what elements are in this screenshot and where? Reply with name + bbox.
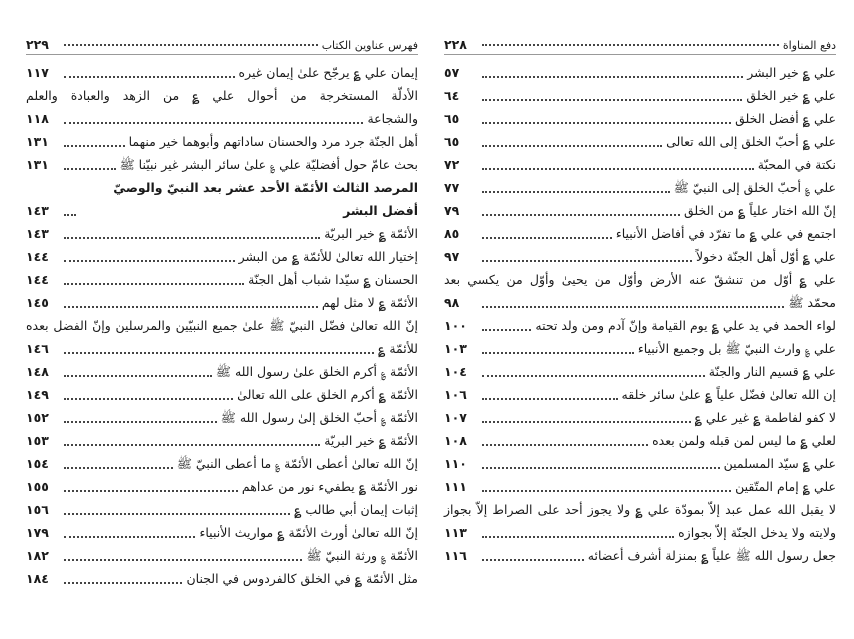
- dot-leader: [482, 214, 680, 216]
- entry-title-continued: للأئمّة ؏: [378, 341, 418, 356]
- entry-title: اجتمع في علي ؏ ما تفرّد في أفاضل الأنبياء: [615, 226, 836, 241]
- dot-leader: [64, 306, 318, 308]
- toc-entry: [26, 567, 418, 590]
- entry-title: الأئمّة ؏ أكرم الخلق على الله تعالىٰ: [237, 387, 418, 402]
- dot-leader: [482, 99, 742, 101]
- entry-title: إنّ الله تعالىٰ أورث الأئمّة ؏ مواريث الأنبياء: [199, 525, 418, 540]
- toc-entry: [444, 130, 836, 153]
- toc-entry: [26, 498, 418, 521]
- toc-entry: [444, 406, 836, 429]
- dot-leader: [64, 168, 116, 170]
- toc-entry: [26, 337, 418, 360]
- entry-page-number: ١١١: [444, 479, 467, 494]
- entry-page-number: ١٣١: [26, 157, 49, 172]
- entry-page-number: ١٠٧: [444, 410, 467, 425]
- entry-title: علي ؏ أحبّ الخلق إلى الله تعالى: [666, 134, 836, 149]
- entry-title: الأئمّة ؏ خير البريّة: [324, 226, 418, 241]
- dot-leader: [64, 352, 374, 354]
- entry-page-number: ١٤٦: [26, 341, 49, 356]
- entry-title: المرصد الثالث الأئمّة الأحد عشر بعد النبيّ والوصيّ أفضل البشر: [113, 180, 418, 218]
- entry-page-number: ١١٣: [444, 525, 467, 540]
- dot-leader: [64, 559, 302, 561]
- entry-title: الحسنان ؏ سيّدا شباب أهل الجنّة: [248, 272, 418, 287]
- entry-page-number: ١١٦: [444, 548, 467, 563]
- entry-title: الأئمّة ؏ لا مثل لهم: [321, 295, 418, 310]
- dot-leader: [482, 329, 531, 331]
- header-title: فهرس عناوين الكتاب: [321, 39, 418, 52]
- entry-title: علي ؏ إمام المتّقين: [735, 479, 836, 494]
- entry-page-number: ١٤٤: [26, 249, 49, 264]
- dot-leader: [482, 122, 731, 124]
- toc-entry: [444, 521, 836, 544]
- toc-entry: [26, 107, 418, 130]
- dot-leader: [482, 490, 731, 492]
- entry-title: لعلي ؏ ما ليس لمن قبله ولمن بعده: [652, 433, 836, 448]
- toc-entry: [444, 176, 836, 199]
- entry-title: إثبات إيمان أبي طالب ؏: [294, 502, 418, 517]
- toc-entry: [26, 245, 418, 268]
- entry-page-number: ٨٥: [444, 226, 460, 241]
- dot-leader: [482, 444, 648, 446]
- toc-entry: [444, 107, 836, 130]
- dot-leader: [64, 260, 235, 262]
- dot-leader: [482, 398, 618, 400]
- toc-entry: [444, 475, 836, 498]
- entry-page-number: ١٥٣: [26, 433, 49, 448]
- toc-list: [444, 61, 836, 567]
- entry-title-continued: ولايته ولا يدخل الجنّة إلاّ بجوازه: [678, 525, 836, 540]
- dot-leader: [64, 76, 235, 78]
- dot-leader: [482, 306, 784, 308]
- toc-entry: [26, 452, 418, 475]
- dot-leader: [482, 145, 662, 147]
- toc-entry: [26, 61, 418, 84]
- entry-title: الأدلّة المستخرجة من أحوال علي ؏ من الزهد والعبادة والعلم: [26, 88, 418, 103]
- entry-title: الأئمّة ؏ خير البريّة: [324, 433, 418, 448]
- entry-page-number: ١٤٥: [26, 295, 49, 310]
- toc-entry: [26, 222, 418, 245]
- entry-page-number: ٩٨: [444, 295, 460, 310]
- entry-title: إيمان علي ؏ يرجّح علىٰ إيمان غيره: [238, 65, 418, 80]
- entry-title: علي ؏ أوّل أهل الجنّة دخولاً: [695, 249, 836, 264]
- entry-page-number: ٦٥: [444, 111, 460, 126]
- right-page: [444, 34, 836, 567]
- toc-entry: [444, 429, 836, 452]
- left-page: [26, 34, 418, 590]
- entry-title: إنّ الله تعالىٰ فضّل النبيّ ﷺ علىٰ جميع النبيّين والمرسلين وإنّ الفضل بعده: [26, 318, 418, 333]
- entry-page-number: ١٤٣: [26, 203, 49, 218]
- header-page-number: ٢٢٩: [26, 37, 49, 52]
- entry-title: علي ؏ أفضل الخلق: [735, 111, 836, 126]
- toc-entry: [26, 521, 418, 544]
- dot-leader: [64, 237, 320, 239]
- dot-leader: [482, 375, 705, 377]
- entry-title: جعل رسول الله ﷺ علياً ؏ بمنزلة أشرف أعضائه: [587, 548, 836, 563]
- entry-page-number: ٦٥: [444, 134, 460, 149]
- dot-leader: [482, 467, 720, 469]
- toc-entry-line: [26, 314, 418, 337]
- entry-page-number: ١٥٥: [26, 479, 49, 494]
- toc-entry: [444, 61, 836, 84]
- entry-page-number: ١٤٨: [26, 364, 49, 379]
- toc-entry: [444, 337, 836, 360]
- entry-title: نكتة في المحبّة: [757, 157, 836, 172]
- dot-leader: [64, 44, 318, 46]
- entry-title: لا كفو لفاطمة ؏ غير علي ؏: [694, 410, 836, 425]
- toc-entry: [444, 222, 836, 245]
- toc-entry: [444, 245, 836, 268]
- entry-title: علي ؏ خير البشر: [747, 65, 836, 80]
- entry-page-number: ١١٨: [26, 111, 49, 126]
- toc-entry: [26, 268, 418, 291]
- toc-entry-line: [26, 84, 418, 107]
- entry-page-number: ٧٩: [444, 203, 460, 218]
- page-header: [444, 34, 836, 55]
- entry-page-number: ١٠٤: [444, 364, 467, 379]
- entry-page-number: ١٤٤: [26, 272, 49, 287]
- dot-leader: [482, 168, 754, 170]
- toc-entry: [26, 176, 418, 222]
- dot-leader: [64, 444, 320, 446]
- entry-title-continued: والشجاعة: [367, 111, 418, 126]
- entry-title: علي ؏ وارث النبيّ ﷺ بل وجميع الأنبياء: [637, 341, 836, 356]
- entry-title: علي ؏ أوّل من تنشقّ عنه الأرض وأوّل من يحيىٰ وأوّل من يكسي بعد: [444, 272, 836, 287]
- dot-leader: [64, 398, 233, 400]
- entry-title: الأئمّة ؏ ورثة النبيّ ﷺ: [306, 548, 418, 563]
- dot-leader: [64, 467, 173, 469]
- dot-leader: [482, 237, 612, 239]
- entry-title: الأئمّة ؏ أحبّ الخلق إلىٰ رسول الله ﷺ: [220, 410, 418, 425]
- entry-title: نور الأئمّة ؏ يطفيء نور من عداهم: [241, 479, 418, 494]
- entry-title: علي ؏ قسيم النار والجنّة: [708, 364, 836, 379]
- dot-leader: [64, 122, 363, 124]
- entry-page-number: ١٥٦: [26, 502, 49, 517]
- toc-entry: [26, 383, 418, 406]
- entry-title-continued: محمّد ﷺ: [788, 295, 836, 310]
- dot-leader: [64, 536, 195, 538]
- dot-leader: [64, 214, 76, 216]
- entry-page-number: ١٠٨: [444, 433, 467, 448]
- entry-title: علي ؏ سيّد المسلمين: [723, 456, 836, 471]
- entry-title: علي ؏ خير الخلق: [746, 88, 836, 103]
- toc-entry: [26, 406, 418, 429]
- header-page-number: ٢٢٨: [444, 37, 467, 52]
- entry-page-number: ٧٧: [444, 180, 460, 195]
- dot-leader: [482, 44, 779, 46]
- toc-entry: [444, 452, 836, 475]
- toc-entry: [26, 429, 418, 452]
- entry-title: أهل الجنّة جرد مرد والحسنان ساداتهم وأبوهما خير منهما: [128, 134, 418, 149]
- entry-page-number: ٦٤: [444, 88, 460, 103]
- dot-leader: [64, 421, 217, 423]
- dot-leader: [482, 260, 692, 262]
- toc-entry: [444, 291, 836, 314]
- entry-page-number: ١٠٣: [444, 341, 467, 356]
- toc-entry: [444, 544, 836, 567]
- toc-entry-line: [444, 268, 836, 291]
- entry-page-number: ١١٠: [444, 456, 467, 471]
- entry-page-number: ١٤٩: [26, 387, 49, 402]
- entry-title: إنّ الله تعالىٰ أعطى الأئمّة ؏ ما أعطى النبيّ ﷺ: [176, 456, 418, 471]
- toc-entry: [26, 544, 418, 567]
- entry-title: لواء الحمد في يد علي ؏ يوم القيامة وإنّ آدم ومن ولد تحته: [535, 318, 836, 333]
- entry-page-number: ١١٧: [26, 65, 49, 80]
- dot-leader: [64, 283, 244, 285]
- entry-page-number: ١٧٩: [26, 525, 49, 540]
- entry-page-number: ٥٧: [444, 65, 460, 80]
- entry-title: إختيار الله تعالىٰ للأئمّة ؏ من البشر: [238, 249, 418, 264]
- entry-title: علي ؏ أحبّ الخلق إلى النبيّ ﷺ: [673, 180, 836, 195]
- entry-page-number: ١٣١: [26, 134, 49, 149]
- entry-page-number: ١٥٤: [26, 456, 49, 471]
- toc-entry: [26, 291, 418, 314]
- toc-entry: [26, 360, 418, 383]
- toc-entry: [444, 84, 836, 107]
- dot-leader: [64, 582, 182, 584]
- toc-entry: [444, 383, 836, 406]
- dot-leader: [64, 513, 290, 515]
- entry-title: مثل الأئمّة ؏ في الخلق كالفردوس في الجنان: [186, 571, 418, 586]
- entry-page-number: ١٥٢: [26, 410, 49, 425]
- header-title: دفع المناواة: [782, 39, 836, 52]
- toc-entry: [444, 199, 836, 222]
- dot-leader: [482, 352, 634, 354]
- entry-title: إن الله تعالىٰ فضّل علياً ؏ علىٰ سائر خلقه: [621, 387, 836, 402]
- toc-entry: [444, 360, 836, 383]
- dot-leader: [482, 536, 674, 538]
- dot-leader: [482, 191, 670, 193]
- toc-entry: [444, 314, 836, 337]
- toc-entry: [26, 475, 418, 498]
- entry-page-number: ٩٧: [444, 249, 460, 264]
- dot-leader: [482, 421, 691, 423]
- entry-page-number: ١٠٠: [444, 318, 467, 333]
- dot-leader: [482, 76, 743, 78]
- toc-entry: [444, 153, 836, 176]
- dot-leader: [482, 559, 584, 561]
- dot-leader: [64, 145, 125, 147]
- entry-page-number: ١٠٦: [444, 387, 467, 402]
- toc-entry: [26, 153, 418, 176]
- entry-page-number: ١٨٢: [26, 548, 49, 563]
- toc-entry: [26, 130, 418, 153]
- page-header: [26, 34, 418, 55]
- toc-list: [26, 61, 418, 590]
- entry-page-number: ١٨٤: [26, 571, 49, 586]
- entry-page-number: ٧٢: [444, 157, 460, 172]
- entry-page-number: ١٤٣: [26, 226, 49, 241]
- entry-title: لا يقبل الله عمل عبد إلاّ بمودّة علي ؏ ولا يجوز أحد على الصراط إلاّ بجواز: [444, 502, 836, 517]
- entry-title: إنّ الله اختار علياً ؏ من الخلق: [683, 203, 836, 218]
- dot-leader: [64, 375, 212, 377]
- entry-title: الأئمّة ؏ أكرم الخلق علىٰ رسول الله ﷺ: [215, 364, 418, 379]
- entry-title: بحث عامّ حول أفضليّة علي ؏ علىٰ سائر البشر غير نبيّنا ﷺ: [119, 157, 418, 172]
- dot-leader: [64, 490, 238, 492]
- toc-entry-line: [444, 498, 836, 521]
